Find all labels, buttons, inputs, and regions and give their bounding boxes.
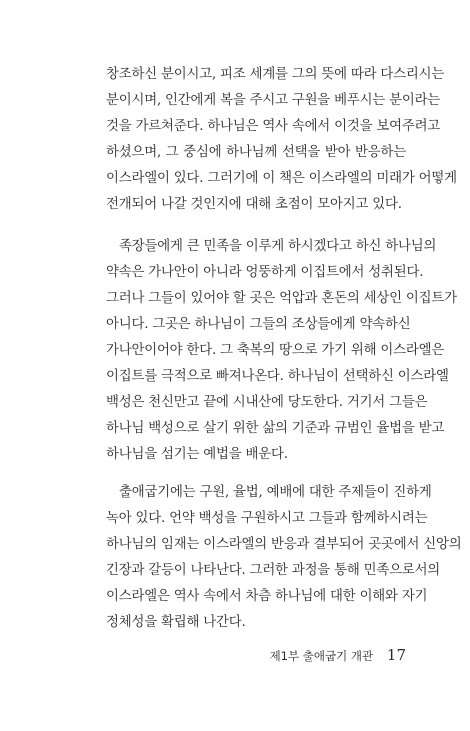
text-line: 백성은 천신만고 끝에 시내산에 당도한다. 거기서 그들은 [106,395,428,410]
text-line: 아니다. 그곳은 하나님이 그들의 조상들에게 약속하신 [106,317,411,332]
running-footer-chapter: 제1부 출애굽기 개관 [269,649,374,663]
text-line: 이스라엘은 역사 속에서 차츰 하나님에 대한 이해와 자기 [106,589,428,604]
text-line: 약속은 가나안이 아니라 엉뚱하게 이집트에서 성취된다. [106,265,424,280]
text-line: 분이시며, 인간에게 복을 주시고 구원을 베푸시는 분이라는 [106,93,441,108]
text-line: 창조하신 분이시고, 피조 세계를 그의 뜻에 따라 다스리시는 [106,67,445,82]
text-line: 족장들에게 큰 민족을 이루게 하시겠다고 하신 하나님의 [119,239,437,254]
text-line: 하셨으며, 그 중심에 하나님께 선택을 받아 반응하는 [106,145,406,160]
text-line: 것을 가르쳐준다. 하나님은 역사 속에서 이것을 보여주려고 [106,119,441,134]
text-line: 하나님 백성으로 살기 위한 삶의 기준과 규범인 율법을 받고 [106,421,445,436]
text-line: 정체성을 확립해 나간다. [106,615,246,630]
text-line: 그러나 그들이 있어야 할 곳은 억압과 혼돈의 세상인 이집트가 [106,291,457,306]
text-line: 가나안이어야 한다. 그 축복의 땅으로 가기 위해 이스라엘은 [106,343,445,358]
text-line: 긴장과 갈등이 나타난다. 그러한 과정을 통해 민족으로서의 [106,563,441,578]
text-line: 전개되어 나갈 것인지에 대해 초점이 모아지고 있다. [106,197,402,212]
text-line: 출애굽기에는 구원, 율법, 예배에 대한 주제들이 진하게 [119,485,432,500]
text-line: 이집트를 극적으로 빠져나온다. 하나님이 선택하신 이스라엘 [106,369,449,384]
text-line: 녹아 있다. 언약 백성을 구원하시고 그들과 함께하시려는 [106,511,428,526]
page-footer [270,645,406,666]
text-line: 하나님을 섬기는 예법을 배운다. [106,447,288,462]
text-line: 이스라엘이 있다. 그러기에 이 책은 이스라엘의 미래가 어떻게 [106,171,457,186]
paragraph-1 [106,62,457,218]
text-line: 하나님의 임재는 이스라엘의 반응과 결부되어 곳곳에서 신앙의 [106,537,462,552]
paragraph-2 [106,234,457,468]
page-number: 17 [386,646,406,664]
paragraph-3 [106,480,462,636]
